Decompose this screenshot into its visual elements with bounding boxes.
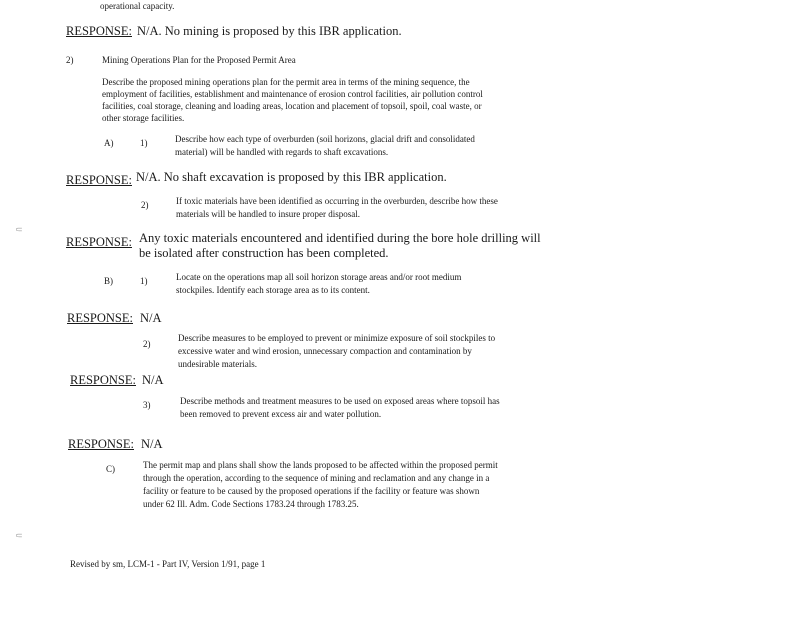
top-fragment: operational capacity. — [100, 1, 175, 11]
response-label: RESPONSE: — [66, 24, 132, 38]
item-number: 3) — [143, 400, 151, 410]
item-text-line: material) will be handled with regards to shaft excavations. — [175, 147, 389, 157]
response-text: N/A. No mining is proposed by this IBR application. — [137, 24, 402, 38]
section-heading: Mining Operations Plan for the Proposed Permit Area — [102, 55, 296, 65]
section-description-line: employment of facilities, establishment and maintenance of erosion control facilities, air pollution control — [102, 89, 483, 99]
response-label: RESPONSE: — [66, 173, 132, 187]
section-description-line: other storage facilities. — [102, 113, 185, 123]
section-description-line: facilities, coal storage, cleaning and loading areas, location and placement of topsoil, spoil, coal waste, or — [102, 101, 482, 111]
response-text: N/A — [142, 373, 164, 387]
response-label: RESPONSE: — [68, 437, 134, 451]
response-text-line: Any toxic materials encountered and identified during the bore hole drilling will — [139, 231, 541, 245]
item-text-line: The permit map and plans shall show the lands proposed to be affected within the proposed permit — [143, 460, 498, 470]
item-number: 1) — [140, 276, 148, 286]
item-number: 2) — [143, 339, 151, 349]
item-letter: C) — [106, 464, 115, 474]
response-label: RESPONSE: — [66, 235, 132, 249]
item-text-line: excessive water and wind erosion, unnecessary compaction and contamination by — [178, 346, 472, 356]
response-text-line: be isolated after construction has been completed. — [139, 246, 389, 260]
item-text-line: stockpiles. Identify each storage area as to its content. — [176, 285, 370, 295]
response-text: N/A. No shaft excavation is proposed by this IBR application. — [136, 170, 447, 184]
item-text-line: been removed to prevent excess air and water pollution. — [180, 409, 382, 419]
item-text-line: materials will be handled to insure proper disposal. — [176, 209, 360, 219]
response-text: N/A — [140, 311, 162, 325]
item-text-line: under 62 Ill. Adm. Code Sections 1783.24 through 1783.25. — [143, 499, 359, 509]
item-text-line: undesirable materials. — [178, 359, 257, 369]
item-letter: A) — [104, 138, 114, 148]
item-text-line: Describe measures to be employed to prevent or minimize exposure of soil stockpiles to — [178, 333, 496, 343]
item-text-line: facility or feature to be caused by the proposed operations if the facility or feature was shown — [143, 486, 480, 496]
scan-artifact: ⸦ — [14, 531, 24, 542]
item-text-line: through the operation, according to the sequence of mining and reclamation and any change in a — [143, 473, 490, 483]
item-text-line: Describe methods and treatment measures to be used on exposed areas where topsoil has — [180, 396, 500, 406]
item-letter: B) — [104, 276, 113, 286]
item-number: 2) — [141, 200, 149, 210]
section-description-line: Describe the proposed mining operations plan for the permit area in terms of the mining sequence, the — [102, 77, 470, 87]
item-text-line: Describe how each type of overburden (soil horizons, glacial drift and consolidated — [175, 134, 475, 144]
item-text-line: If toxic materials have been identified as occurring in the overburden, describe how these — [176, 196, 498, 206]
response-text: N/A — [141, 437, 163, 451]
scan-artifact: ⸦ — [14, 225, 24, 236]
page-footer: Revised by sm, LCM-1 - Part IV, Version 1/91, page 1 — [70, 559, 266, 569]
response-label: RESPONSE: — [67, 311, 133, 325]
section-number: 2) — [66, 55, 74, 65]
item-text-line: Locate on the operations map all soil horizon storage areas and/or root medium — [176, 272, 462, 282]
response-label: RESPONSE: — [70, 373, 136, 387]
item-number: 1) — [140, 138, 148, 148]
